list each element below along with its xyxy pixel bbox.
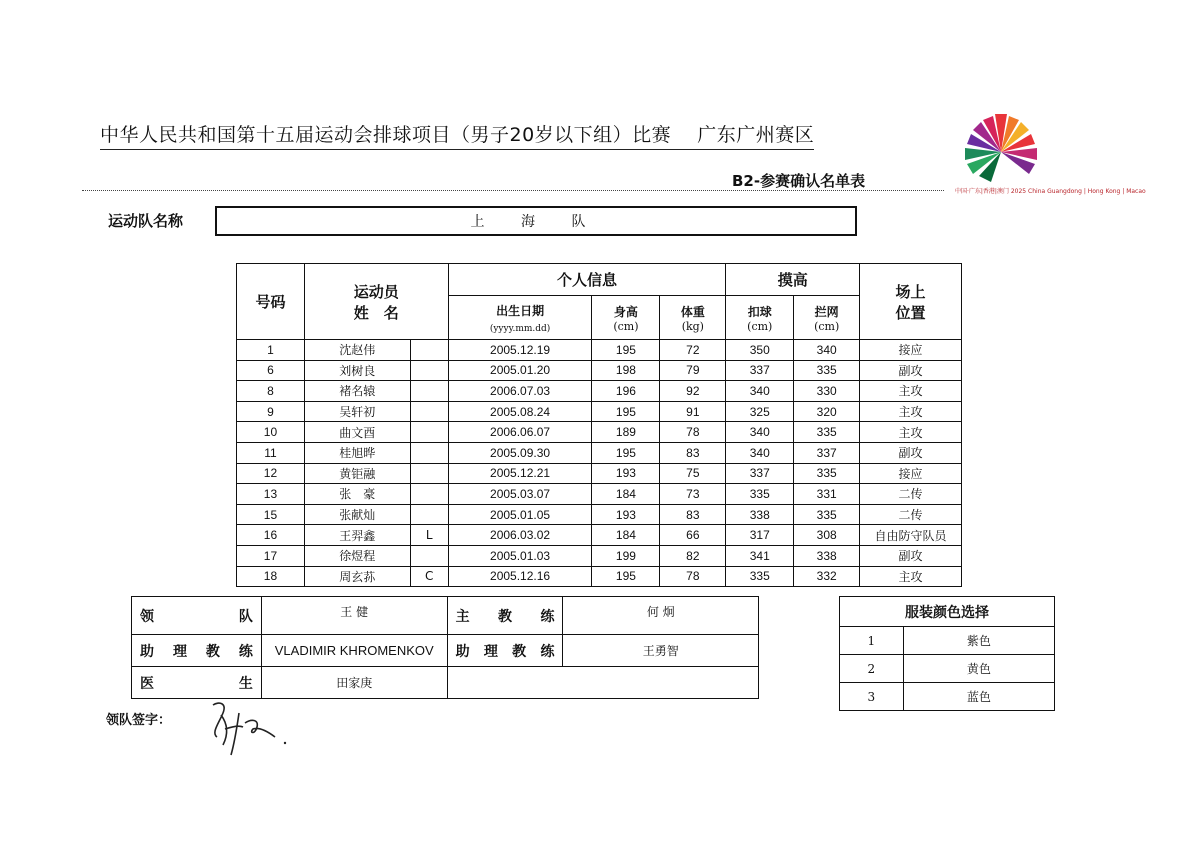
player-mark: L bbox=[410, 525, 448, 546]
player-name: 徐煜程 bbox=[304, 545, 410, 566]
player-position: 副攻 bbox=[860, 545, 962, 566]
team-name-label: 运动队名称 bbox=[108, 212, 184, 230]
player-height: 195 bbox=[592, 442, 660, 463]
player-weight: 92 bbox=[660, 381, 726, 402]
asst-coach-label-char: 练 bbox=[238, 643, 253, 660]
player-position: 接应 bbox=[860, 463, 962, 484]
header-height-unit: (cm) bbox=[613, 319, 639, 333]
player-height: 199 bbox=[592, 545, 660, 566]
player-dob: 2005.12.19 bbox=[448, 340, 592, 361]
header-weight bbox=[660, 296, 726, 340]
header-dob bbox=[448, 296, 592, 340]
player-block-reach: 308 bbox=[794, 525, 860, 546]
player-block-reach: 335 bbox=[794, 463, 860, 484]
head-coach-label-char: 教 bbox=[498, 608, 513, 625]
player-weight: 91 bbox=[660, 401, 726, 422]
doctor-label-char: 医 bbox=[140, 675, 154, 692]
player-weight: 73 bbox=[660, 484, 726, 505]
header-number: 号码 bbox=[237, 264, 305, 340]
player-height: 193 bbox=[592, 504, 660, 525]
player-name: 褚名辕 bbox=[304, 381, 410, 402]
asst-coach-label bbox=[132, 635, 262, 667]
player-number: 16 bbox=[237, 525, 305, 546]
player-height: 184 bbox=[592, 525, 660, 546]
player-position: 接应 bbox=[860, 340, 962, 361]
player-position: 副攻 bbox=[860, 442, 962, 463]
player-dob: 2005.12.16 bbox=[448, 566, 592, 587]
player-name: 曲文酉 bbox=[304, 422, 410, 443]
player-dob: 2005.01.05 bbox=[448, 504, 592, 525]
player-height: 193 bbox=[592, 463, 660, 484]
leader-label-char: 队 bbox=[238, 608, 253, 625]
uniform-color-row bbox=[840, 627, 1055, 655]
player-weight: 66 bbox=[660, 525, 726, 546]
player-name: 吴轩初 bbox=[304, 401, 410, 422]
player-name: 刘树良 bbox=[304, 360, 410, 381]
player-dob: 2005.01.03 bbox=[448, 545, 592, 566]
player-spike-reach: 340 bbox=[726, 442, 794, 463]
table-row bbox=[237, 566, 962, 587]
head-coach-value: 何 炯 bbox=[563, 597, 759, 635]
player-block-reach: 320 bbox=[794, 401, 860, 422]
asst-coach-label-char: 理 bbox=[172, 643, 187, 660]
table-row bbox=[237, 422, 962, 443]
empty-cell bbox=[447, 667, 758, 699]
player-spike-reach: 350 bbox=[726, 340, 794, 361]
player-weight: 82 bbox=[660, 545, 726, 566]
player-mark bbox=[410, 360, 448, 381]
header-name-label: 姓 名 bbox=[353, 303, 399, 322]
player-dob: 2005.08.24 bbox=[448, 401, 592, 422]
form-subtitle: B2-参赛确认名单表 bbox=[732, 172, 866, 190]
player-block-reach: 332 bbox=[794, 566, 860, 587]
doctor-value: 田家庚 bbox=[261, 667, 447, 699]
signature-image bbox=[205, 693, 295, 763]
table-row bbox=[237, 381, 962, 402]
player-spike-reach: 317 bbox=[726, 525, 794, 546]
asst-coach-label-char: 教 bbox=[205, 643, 220, 660]
player-height: 198 bbox=[592, 360, 660, 381]
uniform-option-color: 黄色 bbox=[903, 655, 1054, 683]
header-position bbox=[860, 264, 962, 340]
header-athlete bbox=[304, 264, 448, 340]
player-name: 沈赵伟 bbox=[304, 340, 410, 361]
document-title: 中华人民共和国第十五届运动会排球项目（男子20岁以下组）比赛 广东广州赛区 bbox=[100, 120, 814, 150]
player-dob: 2005.03.07 bbox=[448, 484, 592, 505]
player-mark bbox=[410, 504, 448, 525]
player-block-reach: 335 bbox=[794, 360, 860, 381]
player-block-reach: 338 bbox=[794, 545, 860, 566]
header-weight-unit: (kg) bbox=[681, 319, 704, 333]
player-dob: 2005.12.21 bbox=[448, 463, 592, 484]
doctor-label-char: 生 bbox=[238, 675, 253, 692]
player-spike-reach: 325 bbox=[726, 401, 794, 422]
player-name: 张献灿 bbox=[304, 504, 410, 525]
table-row bbox=[237, 463, 962, 484]
uniform-option-number: 3 bbox=[840, 683, 904, 711]
table-row bbox=[237, 442, 962, 463]
table-row bbox=[237, 525, 962, 546]
header-spike-label: 扣球 bbox=[747, 304, 772, 319]
player-number: 8 bbox=[237, 381, 305, 402]
header-position-line2: 位置 bbox=[895, 303, 926, 322]
roster-table bbox=[236, 263, 962, 587]
table-row bbox=[237, 484, 962, 505]
player-mark bbox=[410, 484, 448, 505]
asst-coach2-label bbox=[447, 635, 563, 667]
header-position-line1: 场上 bbox=[895, 282, 926, 301]
player-spike-reach: 337 bbox=[726, 463, 794, 484]
player-dob: 2006.07.03 bbox=[448, 381, 592, 402]
header-dob-label: 出生日期 bbox=[496, 303, 545, 318]
header-height-label: 身高 bbox=[613, 304, 638, 319]
header-athlete-label: 运动员 bbox=[353, 282, 399, 301]
player-name: 王羿鑫 bbox=[304, 525, 410, 546]
player-mark bbox=[410, 381, 448, 402]
player-position: 主攻 bbox=[860, 566, 962, 587]
player-name: 周玄荪 bbox=[304, 566, 410, 587]
player-dob: 2005.09.30 bbox=[448, 442, 592, 463]
leader-value: 王 健 bbox=[261, 597, 447, 635]
signature-label: 领队签字： bbox=[106, 713, 172, 728]
uniform-option-color: 蓝色 bbox=[903, 683, 1054, 711]
header-height bbox=[592, 296, 660, 340]
player-dob: 2005.01.20 bbox=[448, 360, 592, 381]
player-spike-reach: 340 bbox=[726, 381, 794, 402]
player-weight: 83 bbox=[660, 442, 726, 463]
player-mark bbox=[410, 340, 448, 361]
leader-label bbox=[132, 597, 262, 635]
player-weight: 79 bbox=[660, 360, 726, 381]
header-spike bbox=[726, 296, 794, 340]
uniform-color-row bbox=[840, 683, 1055, 711]
uniform-color-title: 服装颜色选择 bbox=[840, 597, 1055, 627]
header-block-label: 拦网 bbox=[814, 304, 839, 319]
player-number: 12 bbox=[237, 463, 305, 484]
player-block-reach: 340 bbox=[794, 340, 860, 361]
header-personal-info: 个人信息 bbox=[448, 264, 726, 296]
uniform-color-table bbox=[839, 596, 1055, 711]
player-spike-reach: 337 bbox=[726, 360, 794, 381]
player-spike-reach: 335 bbox=[726, 566, 794, 587]
head-coach-label-char: 主 bbox=[455, 608, 470, 625]
header-dob-format: (yyyy.mm.dd) bbox=[489, 323, 551, 334]
header-reach: 摸高 bbox=[726, 264, 860, 296]
table-row bbox=[237, 545, 962, 566]
player-weight: 78 bbox=[660, 566, 726, 587]
player-dob: 2006.03.02 bbox=[448, 525, 592, 546]
player-height: 196 bbox=[592, 381, 660, 402]
asst-coach2-value: 王勇智 bbox=[563, 635, 759, 667]
header-block-unit: (cm) bbox=[814, 319, 840, 333]
asst-coach-label-char: 助 bbox=[140, 643, 154, 660]
table-row bbox=[237, 504, 962, 525]
dotted-divider bbox=[82, 190, 944, 191]
player-number: 13 bbox=[237, 484, 305, 505]
player-number: 9 bbox=[237, 401, 305, 422]
uniform-color-row bbox=[840, 655, 1055, 683]
player-mark bbox=[410, 463, 448, 484]
player-position: 副攻 bbox=[860, 360, 962, 381]
player-spike-reach: 341 bbox=[726, 545, 794, 566]
head-coach-label bbox=[447, 597, 563, 635]
uniform-option-number: 2 bbox=[840, 655, 904, 683]
asst-coach2-label-char: 理 bbox=[483, 643, 498, 660]
player-height: 189 bbox=[592, 422, 660, 443]
player-spike-reach: 340 bbox=[726, 422, 794, 443]
header-spike-unit: (cm) bbox=[747, 319, 773, 333]
player-height: 195 bbox=[592, 566, 660, 587]
asst-coach-value: VLADIMIR KHROMENKOV bbox=[261, 635, 447, 667]
asst-coach2-label-char: 助 bbox=[455, 643, 470, 660]
player-number: 11 bbox=[237, 442, 305, 463]
player-number: 10 bbox=[237, 422, 305, 443]
player-mark bbox=[410, 442, 448, 463]
player-position: 主攻 bbox=[860, 401, 962, 422]
player-block-reach: 335 bbox=[794, 504, 860, 525]
player-mark bbox=[410, 422, 448, 443]
player-mark bbox=[410, 545, 448, 566]
leader-label-char: 领 bbox=[140, 608, 154, 625]
head-coach-label-char: 练 bbox=[540, 608, 555, 625]
player-block-reach: 337 bbox=[794, 442, 860, 463]
header-weight-label: 体重 bbox=[680, 304, 705, 319]
table-row bbox=[237, 401, 962, 422]
player-position: 主攻 bbox=[860, 422, 962, 443]
player-name: 桂旭晔 bbox=[304, 442, 410, 463]
uniform-option-color: 紫色 bbox=[903, 627, 1054, 655]
logo-caption: 中国·广东|香港|澳门 2025 China Guangdong | Hong Kong | Macao bbox=[955, 188, 1146, 195]
uniform-option-number: 1 bbox=[840, 627, 904, 655]
player-weight: 78 bbox=[660, 422, 726, 443]
player-position: 二传 bbox=[860, 504, 962, 525]
player-spike-reach: 335 bbox=[726, 484, 794, 505]
player-block-reach: 331 bbox=[794, 484, 860, 505]
player-position: 二传 bbox=[860, 484, 962, 505]
player-number: 6 bbox=[237, 360, 305, 381]
table-row bbox=[237, 340, 962, 361]
player-weight: 72 bbox=[660, 340, 726, 361]
player-weight: 75 bbox=[660, 463, 726, 484]
player-mark: C bbox=[410, 566, 448, 587]
team-name-field: 上 海 队 bbox=[215, 206, 857, 236]
player-name: 黄钜融 bbox=[304, 463, 410, 484]
player-dob: 2006.06.07 bbox=[448, 422, 592, 443]
asst-coach2-label-char: 练 bbox=[540, 643, 555, 660]
player-number: 15 bbox=[237, 504, 305, 525]
table-row bbox=[237, 360, 962, 381]
player-height: 195 bbox=[592, 401, 660, 422]
player-mark bbox=[410, 401, 448, 422]
player-weight: 83 bbox=[660, 504, 726, 525]
player-height: 184 bbox=[592, 484, 660, 505]
player-height: 195 bbox=[592, 340, 660, 361]
player-number: 17 bbox=[237, 545, 305, 566]
player-position: 主攻 bbox=[860, 381, 962, 402]
player-block-reach: 335 bbox=[794, 422, 860, 443]
player-block-reach: 330 bbox=[794, 381, 860, 402]
player-spike-reach: 338 bbox=[726, 504, 794, 525]
player-number: 1 bbox=[237, 340, 305, 361]
player-name: 张 豪 bbox=[304, 484, 410, 505]
player-position: 自由防守队员 bbox=[860, 525, 962, 546]
staff-table bbox=[131, 596, 759, 699]
player-number: 18 bbox=[237, 566, 305, 587]
asst-coach2-label-char: 教 bbox=[512, 643, 527, 660]
header-block bbox=[794, 296, 860, 340]
